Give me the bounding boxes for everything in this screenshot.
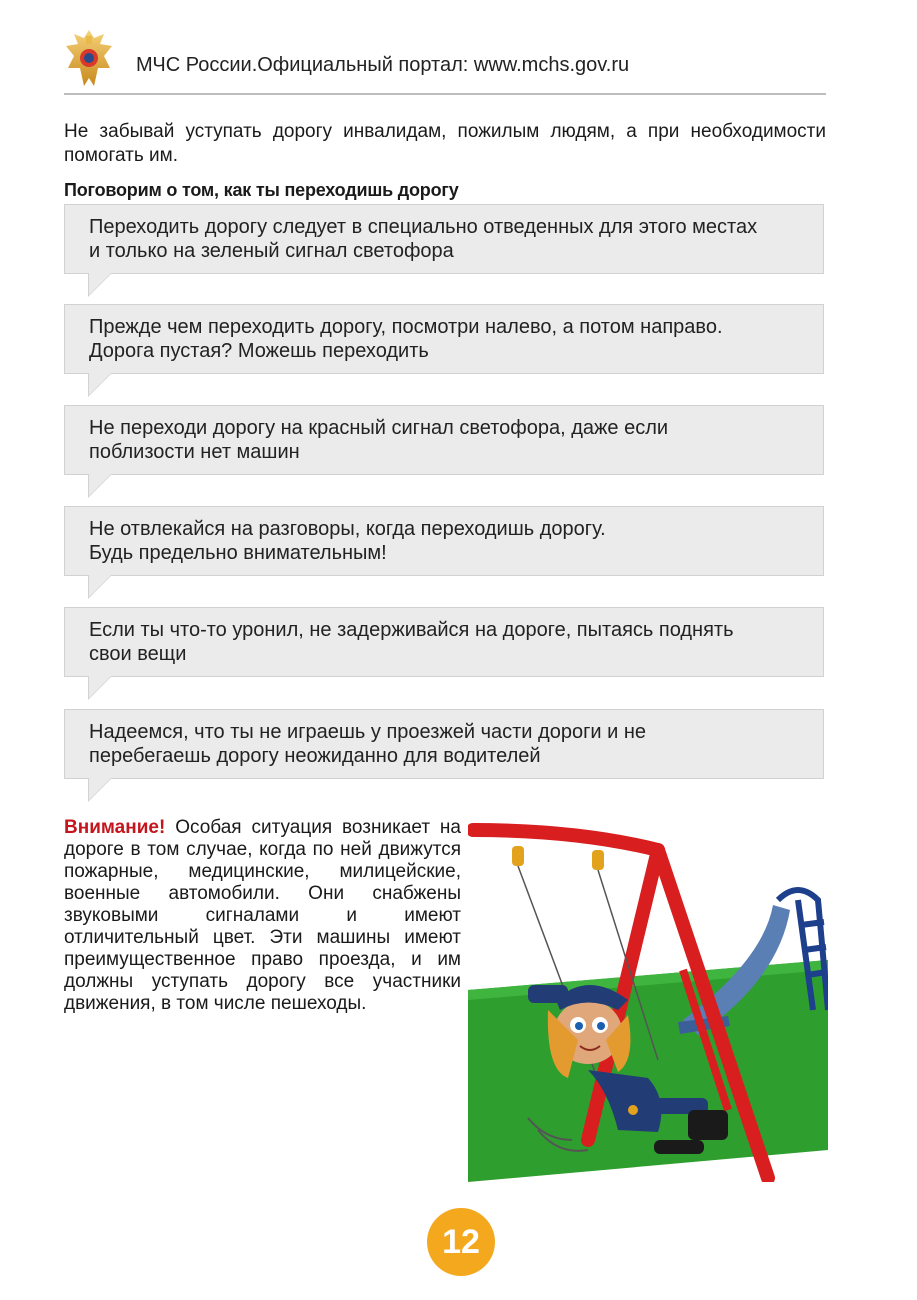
header-title: МЧС России.Официальный портал: www.mchs.gov.ru [136,54,630,76]
tip-text: Не переходи дорогу на красный сигнал светофора, даже если поблизости нет машин [89,417,669,463]
intro-paragraph: Не забывай уступать дорогу инвалидам, пожилым людям, а при необходимости помогать им. [64,121,826,166]
mchs-emblem-icon [64,28,114,90]
tip-text: Переходить дорогу следует в специально отведенных для этого местах и только на зеленый сигнал светофора [89,216,758,262]
child-on-swing-illustration [468,810,828,1182]
tip-bubble [64,204,824,274]
tip-bubble [64,709,824,779]
page-header [64,24,826,96]
tip-text: Если ты что-то уронил, не задерживайся на дороге, пытаясь поднять свои вещи [89,619,734,665]
tip-text: Прежде чем переходить дорогу, посмотри налево, а потом направо. Дорога пустая? Можешь переходить [89,316,723,362]
attention-paragraph [64,817,461,1015]
attention-label: Внимание! [64,817,166,838]
tip-bubble [64,506,824,576]
tip-bubble [64,607,824,677]
tip-text: Не отвлекайся на разговоры, когда переходишь дорогу. Будь предельно внимательным! [89,518,606,564]
tip-bubble [64,304,824,374]
page-number-badge: 12 [427,1208,495,1276]
section-heading: Поговорим о том, как ты переходишь дорогу [64,180,459,200]
tip-text: Надеемся, что ты не играешь у проезжей части дороги и не перебегаешь дорогу неожиданно для водителей [89,721,646,767]
header-divider [64,93,826,95]
tip-bubble [64,405,824,475]
attention-text: Особая ситуация возникает на дороге в том случае, когда по ней движутся пожарные, медицинские, милицейские, военные автомобили. Они снабжены звуковыми сигналами и имеют отличительный цвет. Эти машины имеют преимущественное право проезда, и им должны уступать дорогу все участники движения, в том числе пешеходы. [64,817,461,1014]
